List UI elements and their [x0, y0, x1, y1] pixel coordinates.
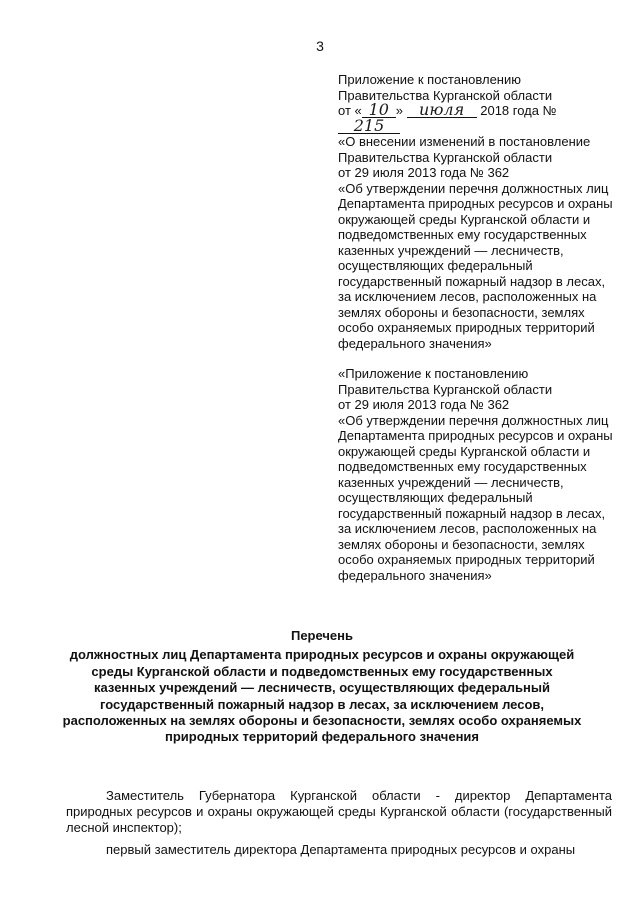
appendix-line2: Правительства Курганской области [338, 87, 553, 103]
body-paragraph-1: Заместитель Губернатора Курганской области - директор Департамента природных ресурсов и охраны окружающей среды Курганской области (государственный лесной инспектор); [66, 788, 612, 835]
handwritten-number: 215 [338, 119, 400, 134]
document-title-block [62, 628, 582, 746]
body-paragraph-2: первый заместитель директора Департамента природных ресурсов и охраны [106, 842, 576, 857]
date-prefix: от « [338, 103, 362, 118]
handwritten-day: 10 [362, 103, 396, 118]
appendix-original-line2: Правительства Курганской области [338, 381, 553, 397]
document-subtitle: должностных лиц Департамента природных ресурсов и охраны окружающей среды Курганской области и подведомственных ему государственных казенных учреждений — лесничеств, осуществляющих федеральный государственный пожарный надзор в лесах, за исключением лесов, расположенных на землях обороны и безопасности, землях особо охраняемых природных территорий федерального значения [62, 647, 582, 745]
appendix-ref-title: «Об утверждении перечня должностных лиц Департамента природных ресурсов и охраны окружающей среды Курганской области и подведомственных ему государственных казенных учреждений — лесничеств, осуществляющих федеральный государственный пожарный надзор в лесах, за исключением лесов, расположенных на землях обороны и безопасности, землях особо охраняемых природных территорий федерального значения» [338, 180, 613, 351]
appendix-line1: Приложение к постановлению [338, 72, 521, 87]
document-body [66, 788, 612, 858]
appendix-about-line: «О внесении изменений в постановление Правительства Курганской области [338, 134, 591, 165]
appendix-original-header [338, 366, 618, 583]
year-text: 2018 года № [480, 103, 557, 118]
document-title: Перечень [290, 628, 354, 643]
appendix-original-date: от 29 июля 2013 года № 362 [338, 397, 510, 412]
date-quote-close: » [395, 103, 403, 118]
page-number: 3 [316, 38, 324, 54]
appendix-original-line1: «Приложение к постановлению [338, 366, 529, 381]
appendix-current-header [338, 72, 618, 351]
appendix-date-line [338, 100, 618, 135]
appendix-original-title: «Об утверждении перечня должностных лиц Департамента природных ресурсов и охраны окружающей среды Курганской области и подведомственных ему государственных казенных учреждений — лесничеств, осуществляющих федеральный государственный пожарный надзор в лесах, за исключением лесов, расположенных на землях обороны и безопасности, землях особо охраняемых природных территорий федерального значения» [338, 412, 613, 583]
handwritten-month: июля [407, 103, 477, 118]
appendix-ref-date: от 29 июля 2013 года № 362 [338, 165, 510, 180]
